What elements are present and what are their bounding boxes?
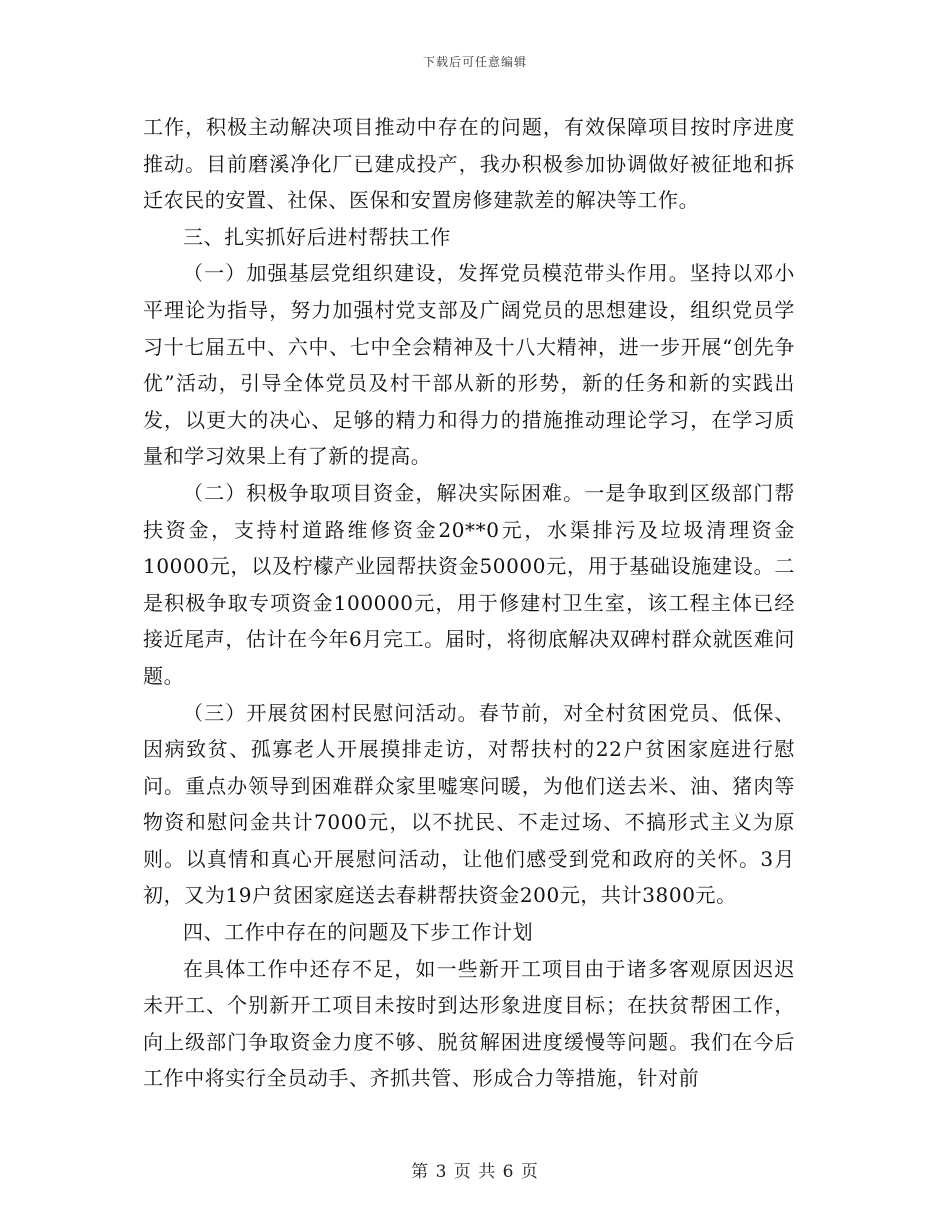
document-body — [143, 109, 795, 1097]
paragraph-project-funds: （二）积极争取项目资金，解决实际困难。一是争取到区级部门帮扶资金，支持村道路维修资金20**0元，水渠排污及垃圾清理资金10000元，以及柠檬产业园帮扶资金50000元，用于基础设施建设。二是积极争取专项资金100000元，用于修建村卫生室，该工程主体已经接近尾声，估计在今年6月完工。届时，将彻底解决双碑村群众就医难问题。 — [143, 480, 795, 688]
section-heading-4: 四、工作中存在的问题及下步工作计划 — [183, 920, 534, 945]
paragraph-poverty-visits: （三）开展贫困村民慰问活动。春节前，对全村贫困党员、低保、因病致贫、孤寡老人开展摸排走访，对帮扶村的22户贫困家庭进行慰问。重点办领导到困难群众家里嘘寒问暖，为他们送去米、油、猪肉等物资和慰问金共计7000元，以不扰民、不走过场、不搞形式主义为原则。以真情和真心开展慰问活动，让他们感受到党和政府的关怀。3月初，又为19户贫困家庭送去春耕帮扶资金200元，共计3800元。 — [143, 700, 795, 908]
header-note: 下载后可任意编辑 — [422, 55, 527, 69]
paragraph-continuation: 工作，积极主动解决项目推动中存在的问题，有效保障项目按时序进度推动。目前磨溪净化厂已建成投产，我办积极参加协调做好被征地和拆迁农民的安置、社保、医保和安置房修建款差的解决等工作。 — [143, 115, 795, 213]
section-heading-3: 三、扎实抓好后进村帮扶工作 — [183, 224, 451, 249]
paragraph-problems: 在具体工作中还存不足，如一些新开工项目由于诸多客观原因迟迟未开工、个别新开工项目未按时到达形象进度目标；在扶贫帮困工作，向上级部门争取资金力度不够、脱贫解困进度缓慢等问题。我们在今后工作中将实行全员动手、齐抓共管、形成合力等措施，针对前 — [143, 956, 795, 1091]
paragraph-party-building: （一）加强基层党组织建设，发挥党员模范带头作用。坚持以邓小平理论为指导，努力加强村党支部及广阔党员的思想建设，组织党员学习十七届五中、六中、七中全会精神及十八大精神，进一步开展“创先争优”活动，引导全体党员及村干部从新的形势，新的任务和新的实践出发，以更大的决心、足够的精力和得力的措施推动理论学习，在学习质量和学习效果上有了新的提高。 — [143, 261, 795, 469]
page-number-footer: 第 3 页 共 6 页 — [411, 1162, 539, 1182]
